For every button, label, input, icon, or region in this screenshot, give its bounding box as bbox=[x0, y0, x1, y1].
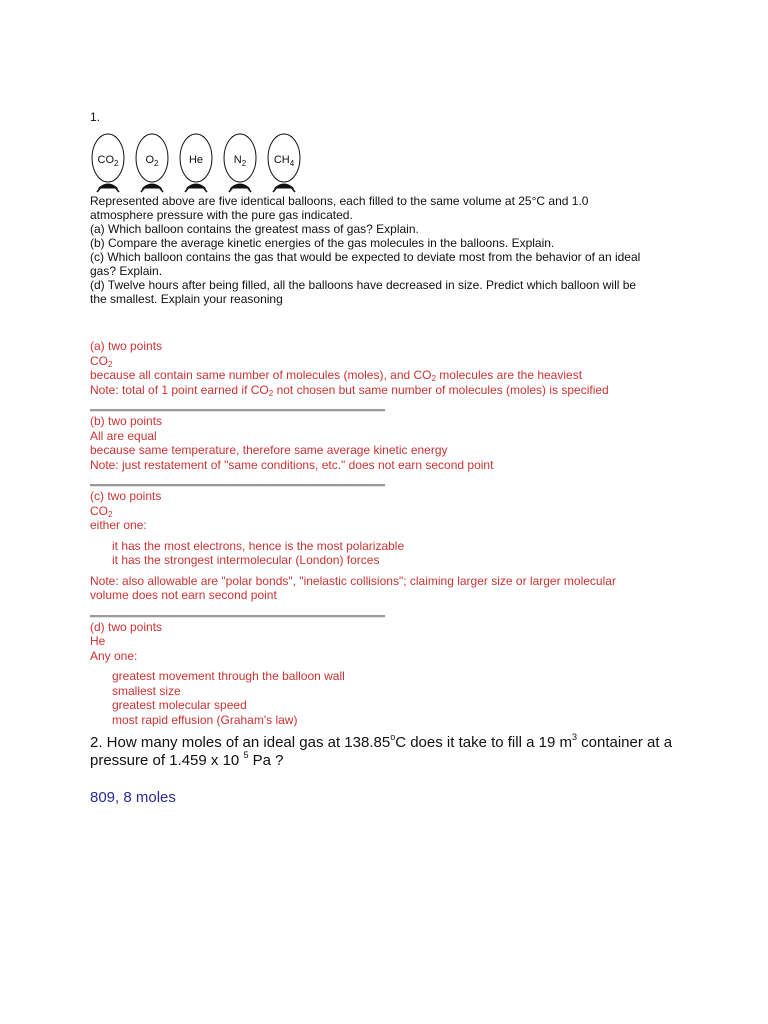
answer-c-gas: $CO_2$ bbox=[90, 503, 113, 519]
list-item: most rapid effusion (Graham's law) bbox=[112, 712, 298, 727]
list-item: smallest size bbox=[112, 683, 181, 698]
answer-d-any: Any one: bbox=[90, 648, 138, 663]
question-part-b: (b) Compare the average kinetic energies of the gas molecules in the balloons. Explain. bbox=[90, 236, 555, 250]
answer-b-header: (b) two points bbox=[90, 414, 163, 428]
question-2-text bbox=[90, 734, 700, 770]
answer-c-header: (c) two points bbox=[90, 489, 162, 503]
answer-d bbox=[90, 620, 690, 728]
answer-a-reason: because all contain same number of molecules (moles), and $CO_2$ molecules are the heaviest bbox=[90, 368, 583, 383]
balloon-label: $N_2$ bbox=[233, 154, 247, 168]
section-divider bbox=[90, 484, 385, 487]
balloon bbox=[136, 134, 168, 192]
answer-c-either: either one: bbox=[90, 518, 147, 532]
answer-c-note: volume does not earn second point bbox=[90, 588, 277, 602]
balloons-figure bbox=[90, 130, 305, 196]
balloon bbox=[92, 134, 124, 192]
answer-d-options bbox=[90, 669, 690, 727]
balloon bbox=[224, 134, 256, 192]
balloon bbox=[268, 134, 300, 192]
balloon bbox=[180, 134, 212, 192]
question-part-a: (a) Which balloon contains the greatest mass of gas? Explain. bbox=[90, 222, 419, 236]
question-1-number: 1. bbox=[90, 110, 101, 124]
answer-key bbox=[90, 339, 690, 733]
list-item: greatest movement through the balloon wall bbox=[112, 669, 345, 683]
answer-a bbox=[90, 339, 690, 397]
answer-b-reason: because same temperature, therefore same average kinetic energy bbox=[90, 443, 448, 457]
answer-b bbox=[90, 414, 690, 472]
question-line: atmosphere pressure with the pure gas indicated. bbox=[90, 208, 353, 222]
balloon-label: $O_2$ bbox=[145, 154, 159, 168]
answer-c-note: Note: also allowable are "polar bonds", "inelastic collisions"; claiming larger size or larger molecular bbox=[90, 573, 616, 588]
question-1-text bbox=[90, 194, 680, 306]
answer-a-gas: $CO_2$ bbox=[90, 353, 113, 369]
question-2-line-2: pressure of 1.459 x 10 $^5$ Pa ? bbox=[90, 750, 284, 769]
answer-c-options bbox=[90, 539, 690, 568]
question-2-line-1: 2. How many moles of an ideal gas at 138.85$^o$C does it take to fill a 19 $m^3$ container at a bbox=[90, 732, 673, 751]
answer-b-result: All are equal bbox=[90, 428, 157, 443]
question-line: Represented above are five identical balloons, each filled to the same volume at 25°C and 1.0 bbox=[90, 194, 589, 208]
balloon-label: $CH_4$ bbox=[273, 154, 295, 168]
balloon-label: He bbox=[188, 154, 204, 166]
answer-c bbox=[90, 489, 690, 603]
question-2-answer: 809, 8 moles bbox=[90, 789, 176, 806]
list-item: it has the strongest intermolecular (London) forces bbox=[112, 553, 380, 567]
list-item: it has the most electrons, hence is the most polarizable bbox=[112, 538, 405, 553]
question-part-d: (d) Twelve hours after being filled, all the balloons have decreased in size. Predict which balloon will be bbox=[90, 278, 637, 292]
answer-a-note: Note: total of 1 point earned if $CO_2$ not chosen but same number of molecules (moles) is specified bbox=[90, 382, 609, 398]
question-line: gas? Explain. bbox=[90, 264, 163, 278]
answer-b-note: Note: just restatement of "same conditions, etc." does not earn second point bbox=[90, 457, 494, 472]
answer-d-header: (d) two points bbox=[90, 619, 163, 634]
question-part-c: (c) Which balloon contains the gas that would be expected to deviate most from the behavior of an ideal bbox=[90, 250, 641, 264]
section-divider bbox=[90, 615, 385, 618]
balloon-label: $CO_2$ bbox=[97, 154, 119, 168]
answer-d-gas: He bbox=[90, 634, 106, 648]
list-item: greatest molecular speed bbox=[112, 698, 247, 712]
question-line: the smallest. Explain your reasoning bbox=[90, 292, 283, 306]
section-divider bbox=[90, 409, 385, 412]
answer-a-header: (a) two points bbox=[90, 339, 163, 353]
